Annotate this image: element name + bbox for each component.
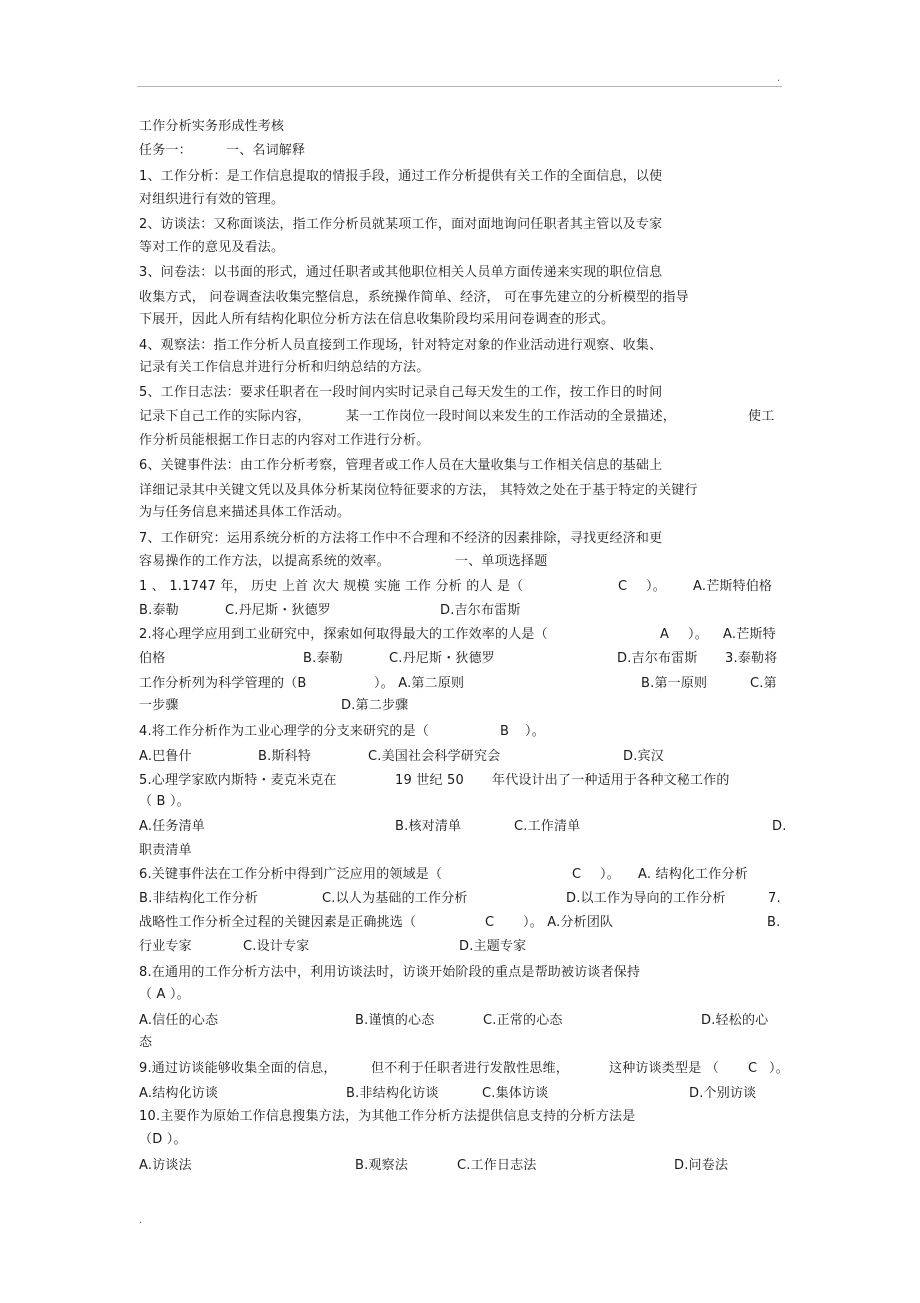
option-text: D.宾汉 [623, 749, 664, 764]
question-text: 5.心理学家欧内斯特・麦克米克在 [139, 773, 337, 788]
option-text: C.以人为基础的工作分析 [322, 891, 468, 906]
definition-segment: 记录下自己工作的实际内容， [139, 409, 311, 424]
question-line: 10.主要作为原始工作信息搜集方法，为其他工作分析方法提供信息支持的分析方法是 [139, 1109, 636, 1124]
question-text: 战略性工作分析全过程的关键因素是正确挑选（ [139, 915, 417, 930]
option-text: C.集体访谈 [482, 1086, 549, 1101]
answer-letter: B [500, 724, 510, 739]
answer-letter: C [485, 915, 495, 930]
question-text: 4.将工作分析作为工业心理学的分支来研究的是（ [139, 724, 430, 739]
option-text: C.正常的心态 [483, 1013, 563, 1028]
task-label: 任务一： [139, 143, 192, 158]
document-title: 工作分析实务形成性考核 [139, 119, 285, 134]
definition-segment: 使工 [748, 409, 775, 424]
question-text: ）。 [525, 724, 545, 739]
option-text: A.结构化访谈 [139, 1086, 219, 1101]
question-text: 7. [768, 891, 781, 906]
option-text: 一步骤 [139, 698, 179, 713]
definition-segment: 容易操作的工作方法，以提高系统的效率。 [139, 554, 390, 569]
definition-line: 1、工作分析：是工作信息提取的情报手段，通过工作分析提供有关工作的全面信息，以使 [139, 169, 663, 184]
header-dot: . [777, 73, 781, 84]
option-text: A. 结构化工作分析 [638, 867, 748, 882]
question-text: 1 、 1.1747 年， 历史 上首 次大 规模 实施 工作 分析 的人 是（ [139, 579, 524, 594]
question-text: 工作分析列为科学管理的（B [139, 676, 307, 691]
question-line: （D ）。 [139, 1132, 187, 1147]
option-text: B.斯科特 [258, 749, 312, 764]
option-text: ）。 A.分析团队 [523, 915, 614, 930]
option-text: B.观察法 [355, 1158, 409, 1173]
option-text: D.个别访谈 [689, 1086, 757, 1101]
question-text: 这种访谈类型是 （ [609, 1061, 719, 1076]
option-text: D.吉尔布雷斯 [617, 651, 698, 666]
option-text: B.核对清单 [395, 819, 462, 834]
question-text: ）。 [769, 1061, 789, 1076]
definition-line: 2、访谈法：又称面谈法，指工作分析员就某项工作，面对面地询问任职者其主管以及专家 [139, 217, 663, 232]
definition-line: 等对工作的意见及看法。 [139, 240, 285, 255]
question-line: （ B ）。 [139, 794, 190, 809]
option-text: B.泰勒 [139, 603, 179, 618]
option-text: A.任务清单 [139, 819, 205, 834]
option-text: B. [767, 915, 781, 930]
question-text: ）。 [600, 867, 620, 882]
question-text: 19 世纪 50 [395, 773, 464, 788]
answer-letter: C [748, 1061, 758, 1076]
footer-dot: . [139, 1215, 143, 1226]
option-text: C.第 [750, 676, 777, 691]
question-text: 2.将心理学应用到工业研究中，探索如何取得最大的工作效率的人是（ [139, 627, 548, 642]
option-text: A.芒斯特伯格 [693, 579, 773, 594]
option-text: D.第二步骤 [341, 698, 409, 713]
option-text: B.第一原则 [641, 676, 708, 691]
option-text: B.非结构化工作分析 [139, 891, 259, 906]
definition-line: 详细记录其中关键文凭以及具体分析某岗位特征要求的方法， 其特效之处在于基于特定的关键行 [139, 483, 698, 498]
option-text: C.美国社会科学研究会 [368, 749, 501, 764]
option-text: A.芒斯特 [723, 627, 776, 642]
definition-line: 7、工作研究：运用系统分析的方法将工作中不合理和不经济的因素排除，寻找更经济和更 [139, 531, 663, 546]
option-text: B.泰勒 [303, 651, 343, 666]
option-text: A.访谈法 [139, 1158, 192, 1173]
option-text: B.非结构化访谈 [346, 1086, 439, 1101]
option-text: D.问卷法 [674, 1158, 729, 1173]
option-text: D.轻松的心 [701, 1013, 769, 1028]
section-heading-definitions: 一、名词解释 [226, 143, 306, 158]
question-text: 9.通过访谈能够收集全面的信息， [139, 1061, 337, 1076]
option-text: 行业专家 [139, 939, 192, 954]
definition-line: 下展开，因此人所有结构化职位分析方法在信息收集阶段均采用问卷调查的形式。 [139, 312, 615, 327]
option-text: D.吉尔布雷斯 [440, 603, 521, 618]
answer-letter: C [572, 867, 582, 882]
option-text: C.丹尼斯・狄德罗 [389, 651, 496, 666]
option-text: C.工作清单 [514, 819, 581, 834]
question-text: 6.关键事件法在工作分析中得到广泛应用的领域是（ [139, 867, 443, 882]
answer-letter: A [660, 627, 670, 642]
option-text: 伯格 [139, 651, 166, 666]
section-heading-choice: 一、单项选择题 [455, 554, 548, 569]
option-text: A.巴鲁什 [139, 749, 192, 764]
definition-line: 记录有关工作信息并进行分析和归纳总结的方法。 [139, 360, 430, 375]
definition-line: 对组织进行有效的管理。 [139, 192, 285, 207]
option-text: C.丹尼斯・狄德罗 [225, 603, 332, 618]
definition-line: 3、问卷法：以书面的形式，通过任职者或其他职位相关人员单方面传递来实现的职位信息 [139, 265, 663, 280]
definition-line: 4、观察法：指工作分析人员直接到工作现场，针对特定对象的作业活动进行观察、收集、 [139, 338, 663, 353]
definition-segment: 某一工作岗位一段时间以来发生的工作活动的全景描述， [346, 409, 677, 424]
question-line: 8.在通用的工作分析方法中，利用访谈法时，访谈开始阶段的重点是帮助被访谈者保持 [139, 965, 641, 980]
option-text: D.以工作为导向的工作分析 [566, 891, 726, 906]
option-text: ）。 A.第二原则 [374, 676, 465, 691]
question-text: 但不利于任职者进行发散性思维， [371, 1061, 570, 1076]
question-text: 3.泰勒将 [725, 651, 778, 666]
header-rule [137, 86, 782, 87]
question-line: 态 [139, 1035, 153, 1050]
definition-line: 6、关键事件法：由工作分析考察，管理者或工作人员在大量收集与工作相关信息的基础上 [139, 458, 663, 473]
question-text: ）。 [646, 579, 666, 594]
option-text: A.信任的心态 [139, 1013, 219, 1028]
definition-line: 为与任务信息来描述具体工作活动。 [139, 505, 351, 520]
option-text: D. [772, 819, 787, 834]
option-text: D.主题专家 [459, 939, 527, 954]
question-line: 职责清单 [139, 843, 192, 858]
option-text: B.谨慎的心态 [355, 1013, 435, 1028]
definition-line: 收集方式， 问卷调查法收集完整信息，系统操作简单、经济， 可在事先建立的分析模型的指导 [139, 290, 689, 305]
question-text: 年代设计出了一种适用于各种文秘工作的 [492, 773, 730, 788]
question-text: ）。 [688, 627, 708, 642]
definition-line: 作分析员能根据工作日志的内容对工作进行分析。 [139, 433, 430, 448]
option-text: C.设计专家 [243, 939, 310, 954]
definition-line: 5、工作日志法：要求任职者在一段时间内实时记录自己每天发生的工作，按工作日的时间 [139, 385, 663, 400]
option-text: C.工作日志法 [457, 1158, 537, 1173]
answer-letter: C [618, 579, 628, 594]
question-line: （ A ）。 [139, 987, 190, 1002]
